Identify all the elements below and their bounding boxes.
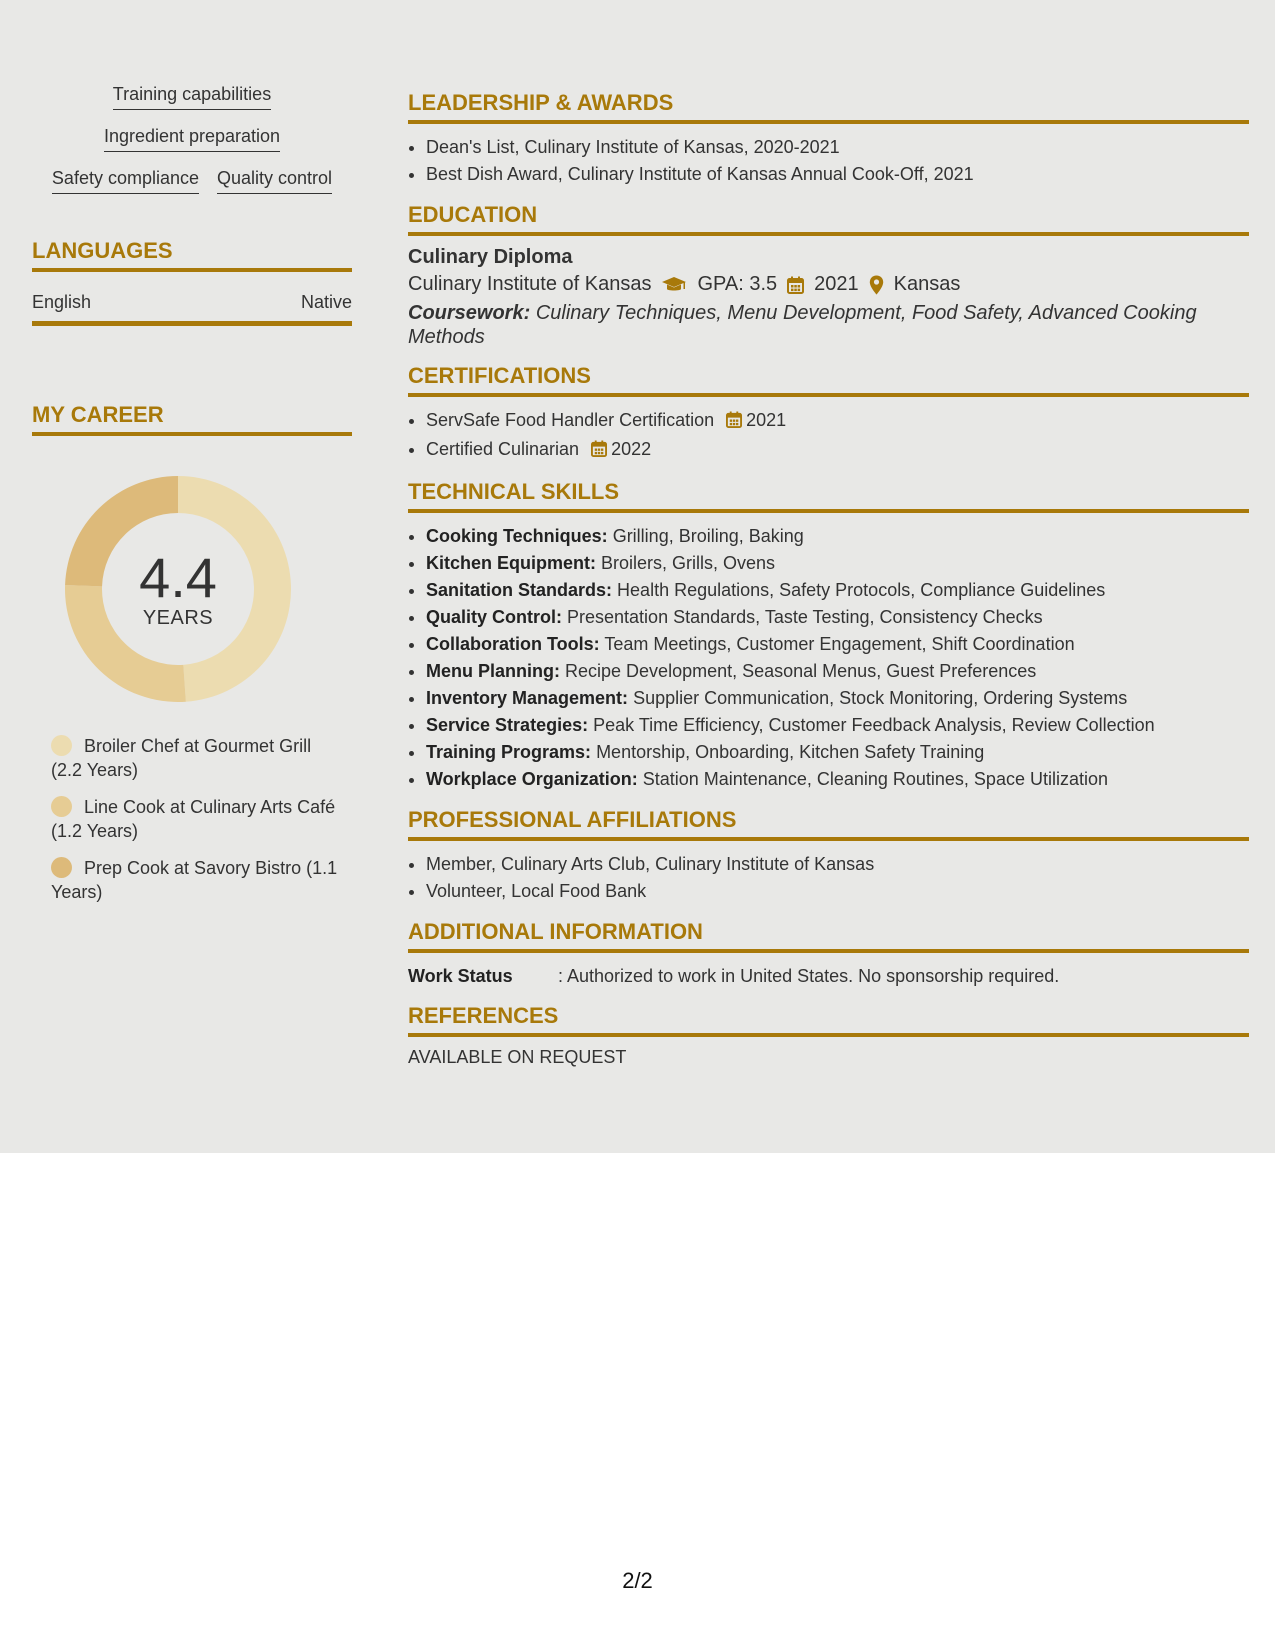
language-row [32,292,352,326]
skill-category: Collaboration Tools: [426,634,600,654]
work-status-value: : Authorized to work in United States. No sponsorship required. [558,966,1060,986]
calendar-icon [726,409,742,436]
list-item [426,766,1249,793]
references-section [408,1003,1249,1068]
legend-swatch [51,796,72,817]
graduation-cap-icon [661,276,687,294]
list-item [426,436,1249,465]
skill-values: Peak Time Efficiency, Customer Feedback Analysis, Review Collection [593,715,1155,735]
certifications-list [408,407,1249,465]
skill-tag: Safety compliance [52,166,199,194]
affiliations-list [408,851,1249,905]
page-number: 2/2 [622,1568,653,1593]
calendar-icon [787,276,804,294]
school-name: Culinary Institute of Kansas [408,273,652,295]
certification-year: 2021 [746,410,787,430]
education-heading: EDUCATION [408,202,1249,236]
languages-heading: LANGUAGES [32,238,352,272]
skill-values: Mentorship, Onboarding, Kitchen Safety Training [596,742,985,762]
list-item: • Member, Culinary Arts Club, Culinary Institute of Kansas [426,851,1249,878]
list-item [426,523,1249,550]
skill-category: Cooking Techniques: [426,526,608,546]
list-item: • Dean's List, Culinary Institute of Kansas, 2020-2021 [426,134,1249,161]
references-text: AVAILABLE ON REQUEST [408,1047,627,1067]
additional-section [408,919,1249,989]
skill-tag: Ingredient preparation [104,124,280,152]
list-item [426,631,1249,658]
career-donut [65,476,291,702]
skill-values: Presentation Standards, Taste Testing, Consistency Checks [567,607,1043,627]
skill-category: Workplace Organization: [426,769,638,789]
location: Kansas [893,273,961,295]
skill-category: Inventory Management: [426,688,629,708]
skill-tag-row [32,124,352,152]
skill-tag-row [32,166,352,194]
certifications-section [408,363,1249,465]
legend-label: Broiler Chef at Gourmet Grill (2.2 Years) [51,736,312,780]
skill-values: Recipe Development, Seasonal Menus, Guest Preferences [565,661,1037,681]
languages-section [32,238,352,326]
education-details [408,273,1249,296]
education-section [408,202,1249,349]
legend-swatch [51,735,72,756]
list-item [426,739,1249,766]
list-item [426,685,1249,712]
career-legend-item [51,795,341,843]
legend-label: Prep Cook at Savory Bistro (1.1 Years) [51,858,338,902]
career-legend-item [51,734,341,782]
gpa: GPA: 3.5 [697,273,778,295]
skill-category: Menu Planning: [426,661,560,681]
skill-category: Training Programs: [426,742,592,762]
technical-skills-section [408,479,1249,793]
technical-skills-list [408,523,1249,793]
calendar-icon [591,438,607,465]
references-heading: REFERENCES [408,1003,1249,1037]
career-total: 4.4 [139,545,217,609]
skill-category: Service Strategies: [426,715,589,735]
language-name: English [32,292,92,312]
skill-category: Sanitation Standards: [426,580,613,600]
career-heading: MY CAREER [32,402,352,436]
left-column [32,82,352,917]
skill-values: Health Regulations, Safety Protocols, Compliance Guidelines [617,580,1106,600]
list-item [426,712,1249,739]
certifications-heading: CERTIFICATIONS [408,363,1249,397]
skill-category: Kitchen Equipment: [426,553,596,573]
language-level: Native [300,292,352,312]
skill-values: Team Meetings, Customer Engagement, Shift Coordination [604,634,1075,654]
coursework-label: Coursework: [408,302,531,324]
affiliations-section [408,807,1249,905]
affiliations-heading: PROFESSIONAL AFFILIATIONS [408,807,1249,841]
work-status-label: Work Status [408,966,513,986]
leadership-heading: LEADERSHIP & AWARDS [408,90,1249,124]
career-legend-item [51,856,341,904]
skill-category: Quality Control: [426,607,562,627]
location-pin-icon [869,275,884,295]
career-legend [51,734,341,904]
skill-tag-row [32,82,352,110]
list-item: • Best Dish Award, Culinary Institute of Kansas Annual Cook-Off, 2021 [426,161,1249,188]
legend-swatch [51,857,72,878]
degree-title: Culinary Diploma [408,246,573,268]
career-section [32,402,352,904]
certification-name: ServSafe Food Handler Certification [426,410,715,430]
certification-year: 2022 [611,439,652,459]
list-item [426,658,1249,685]
technical-skills-heading: TECHNICAL SKILLS [408,479,1249,513]
right-column [408,90,1249,1082]
skill-tag: Quality control [217,166,332,194]
career-unit: YEARS [142,606,214,629]
list-item [426,604,1249,631]
legend-label: Line Cook at Culinary Arts Café (1.2 Years) [51,797,336,841]
leadership-section [408,90,1249,188]
leadership-list [408,134,1249,188]
donut-center [65,476,291,702]
list-item [426,550,1249,577]
list-item [426,577,1249,604]
skill-tag: Training capabilities [113,82,271,110]
skill-values: Supplier Communication, Stock Monitoring, Ordering Systems [633,688,1128,708]
coursework [408,301,1249,349]
skill-values: Station Maintenance, Cleaning Routines, Space Utilization [642,769,1108,789]
skill-values: Broilers, Grills, Ovens [601,553,776,573]
coursework-list: Culinary Techniques, Menu Development, Food Safety, Advanced Cooking Methods [408,302,1197,348]
certification-name: Certified Culinarian [426,439,580,459]
skill-values: Grilling, Broiling, Baking [612,526,804,546]
work-status-row [408,963,1249,989]
list-item [426,407,1249,436]
skill-tags [32,82,352,194]
list-item: • Volunteer, Local Food Bank [426,878,1249,905]
additional-heading: ADDITIONAL INFORMATION [408,919,1249,953]
graduation-year: 2021 [814,273,859,295]
